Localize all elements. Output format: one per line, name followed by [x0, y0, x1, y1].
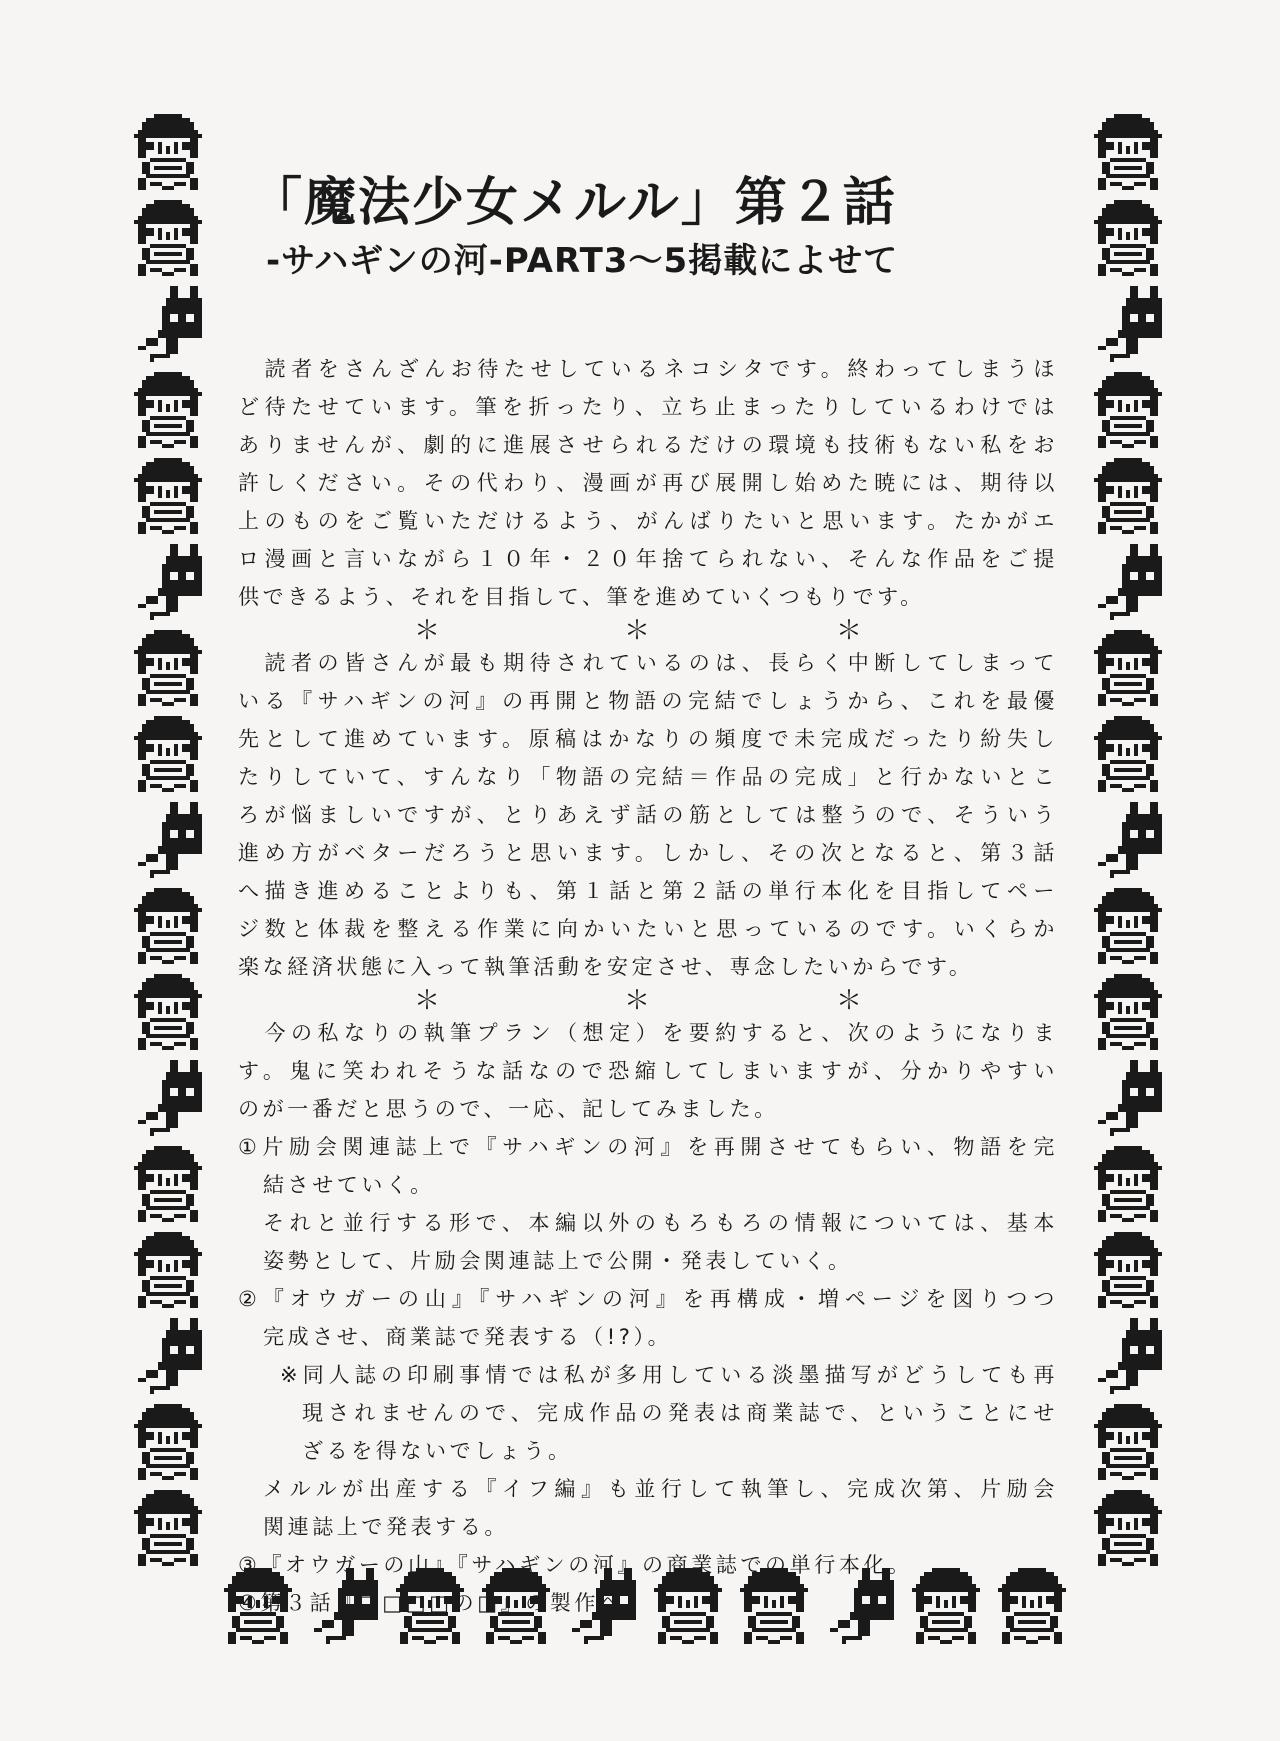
plan-line: ④第３話『□□□□の□』の製作へ。: [238, 1591, 649, 1615]
witch-icon: [130, 1400, 206, 1484]
witch-icon: [1090, 1142, 1166, 1226]
plan-list: [238, 1128, 1058, 1622]
separator-star: ＊: [414, 986, 441, 1016]
plan-line: メルルが出産する『イフ編』も並行して執筆し、完成次第、片励会: [263, 1477, 1058, 1501]
witch-icon: [1090, 1400, 1166, 1484]
text-line: 読者をさんざんお待たせしているネコシタです。終わってしまうほ: [238, 357, 1058, 381]
separator-2: [238, 986, 1058, 1014]
cat-icon: [1090, 798, 1166, 882]
witch-icon: [130, 196, 206, 280]
witch-icon: [130, 1486, 206, 1570]
witch-icon: [1090, 454, 1166, 538]
cat-icon: [130, 798, 206, 882]
text-line: 楽な経済状態に入って執筆活動を安定させ、専念したいからです。: [238, 955, 974, 979]
text-line: す。鬼に笑われそうな話なので恐縮してしまいますが、分かりやすい: [238, 1059, 1058, 1083]
witch-icon: [1090, 196, 1166, 280]
witch-icon: [1090, 626, 1166, 710]
plan-line: ①片励会関連誌上で『サハギンの河』を再開させてもらい、物語を完: [238, 1135, 1058, 1159]
plan-line: 姿勢として、片励会関連誌上で公開・発表していく。: [263, 1249, 853, 1273]
paragraph-1: [238, 350, 1058, 616]
witch-icon: [1090, 884, 1166, 968]
cat-icon: [130, 1314, 206, 1398]
text-line: 読者の皆さんが最も期待されているのは、長らく中断してしまって: [238, 651, 1058, 675]
text-line: 先として進めています。原稿はかなりの頻度で未完成だったり紛失し: [238, 727, 1058, 751]
separator-star: ＊: [414, 616, 441, 646]
witch-icon: [130, 1228, 206, 1312]
paragraph-2: [238, 644, 1058, 986]
witch-icon: [1090, 110, 1166, 194]
page-subtitle: -サハギンの河-PART3〜5掲載によせて: [266, 241, 899, 281]
text-line: ロ漫画と言いながら１０年・２０年捨てられない、そんな作品をご提: [238, 547, 1058, 571]
witch-icon: [130, 626, 206, 710]
text-line: いる『サハギンの河』の再開と物語の完結でしょうから、これを最優: [238, 689, 1058, 713]
text-line: 進め方がベターだろうと思います。しかし、その次となると、第３話: [238, 841, 1058, 865]
separator-star: ＊: [624, 986, 651, 1016]
witch-icon: [130, 454, 206, 538]
witch-icon: [130, 1142, 206, 1226]
cat-icon: [1090, 1314, 1166, 1398]
witch-icon: [130, 110, 206, 194]
plan-line: 完成させ、商業誌で発表する（!?）。: [263, 1325, 673, 1349]
text-line: たりしていて、すんなり「物語の完結＝作品の完成」と行かないとこ: [238, 765, 1058, 789]
text-line: ろが悩ましいですが、とりあえず話の筋としては整うので、そういう: [238, 803, 1058, 827]
witch-icon: [1090, 970, 1166, 1054]
text-line: へ描き進めることよりも、第１話と第２話の単行本化を目指してペー: [238, 879, 1058, 903]
text-line: ありませんが、劇的に進展させられるだけの環境も技術もない私をお: [238, 433, 1058, 457]
cat-icon: [1090, 540, 1166, 624]
text-line: 供できるよう、それを目指して、筆を進めていくつもりです。: [238, 585, 925, 609]
separator-1: [238, 616, 1058, 644]
cat-icon: [130, 1056, 206, 1140]
witch-icon: [1090, 1228, 1166, 1312]
text-line: ジ数と体裁を整える作業に向かいたいと思っているのです。いくらか: [238, 917, 1058, 941]
witch-icon: [1090, 1486, 1166, 1570]
plan-line: 結させていく。: [263, 1173, 435, 1197]
witch-icon: [1090, 368, 1166, 452]
witch-icon: [130, 368, 206, 452]
plan-line: 関連誌上で発表する。: [263, 1515, 509, 1539]
body-text: [238, 350, 1058, 1622]
plan-line: ※同人誌の印刷事情では私が多用している淡墨描写がどうしても再: [280, 1363, 1058, 1387]
text-line: 今の私なりの執筆プラン（想定）を要約すると、次のようになりま: [238, 1021, 1058, 1045]
text-line: 許しください。その代わり、漫画が再び展開し始めた暁には、期待以: [238, 471, 1058, 495]
text-line: のが一番だと思うので、一応、記してみました。: [238, 1097, 779, 1121]
plan-line: 現されませんので、完成作品の発表は商業誌で、ということにせ: [302, 1401, 1058, 1425]
separator-star: ＊: [836, 986, 863, 1016]
separator-star: ＊: [836, 616, 863, 646]
plan-line: ざるを得ないでしょう。: [302, 1439, 573, 1463]
text-line: 上のものをご覧いただけるよう、がんばりたいと思います。たかがエ: [238, 509, 1058, 533]
separator-star: ＊: [624, 616, 651, 646]
witch-icon: [130, 884, 206, 968]
cat-icon: [130, 282, 206, 366]
cat-icon: [130, 540, 206, 624]
text-line: ど待たせています。筆を折ったり、立ち止まったりしているわけでは: [238, 395, 1058, 419]
witch-icon: [130, 970, 206, 1054]
page-title: 「魔法少女メルル」第２話: [250, 173, 897, 233]
witch-icon: [1090, 712, 1166, 796]
plan-line: それと並行する形で、本編以外のもろもろの情報については、基本: [263, 1211, 1058, 1235]
cat-icon: [1090, 282, 1166, 366]
paragraph-3: [238, 1014, 1058, 1128]
plan-line: ③『オウガーの山』『サハギンの河』の商業誌での単行本化。: [238, 1553, 913, 1577]
cat-icon: [1090, 1056, 1166, 1140]
plan-line: ②『オウガーの山』『サハギンの河』を再構成・増ページを図りつつ: [238, 1287, 1058, 1311]
witch-icon: [130, 712, 206, 796]
